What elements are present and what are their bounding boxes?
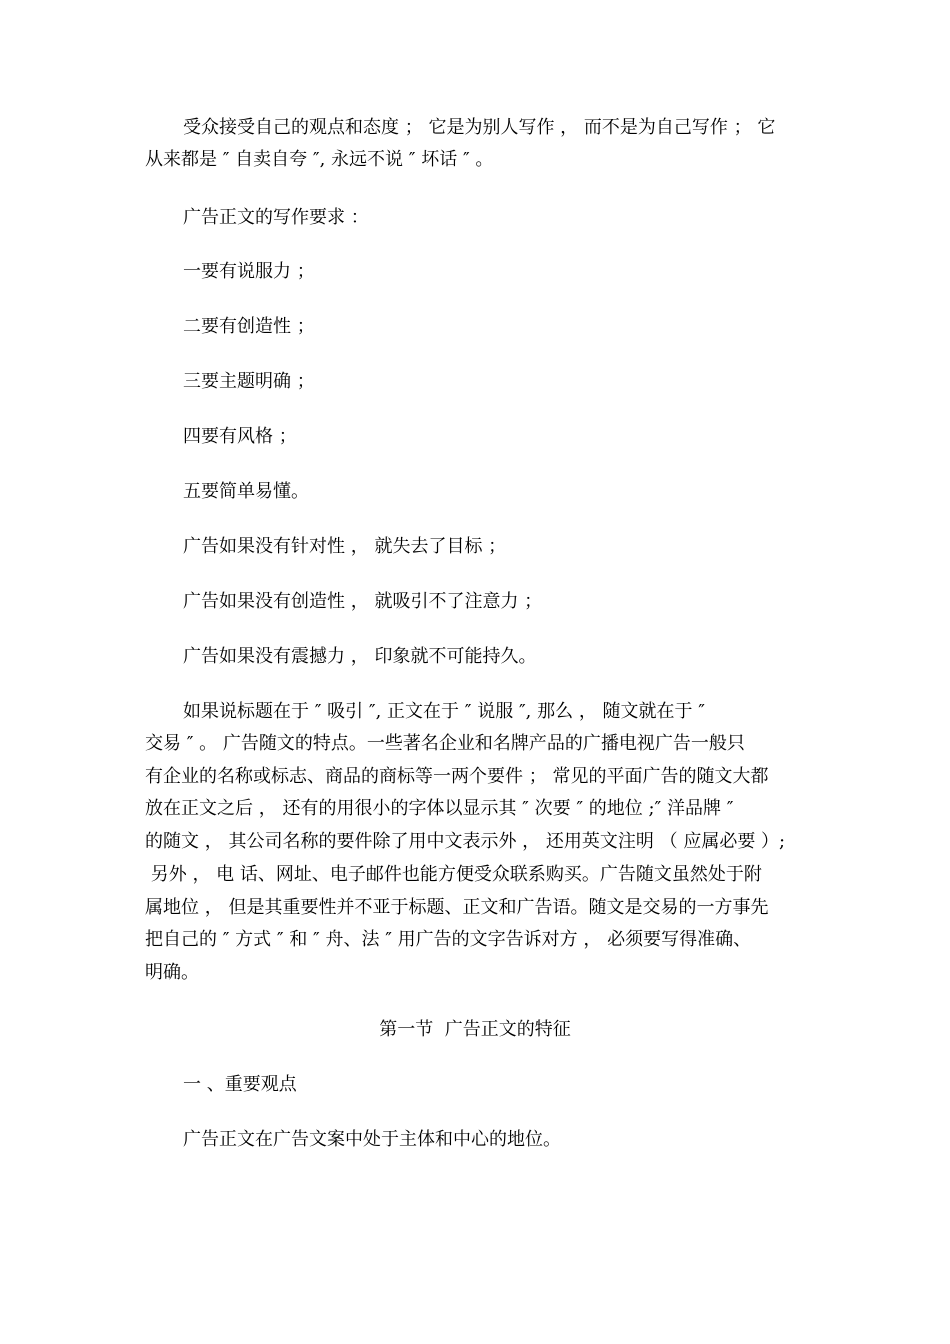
suiwen-paragraph-line-8: 把自己的 ″ 方式 ″ 和 ″ 舟、法 ″ 用广告的文字告诉对方 ， 必须要写得准确、 [145, 929, 752, 950]
suiwen-paragraph-line-4: 放在正文之后 ， 还有的用很小的字体以显示其 ″ 次要 ″ 的地位 ;″ 洋品牌 ″ [145, 798, 734, 819]
requirements-heading: 广告正文的写作要求 ： [183, 207, 369, 228]
requirement-item-4: 四要有风格 ； [183, 426, 297, 447]
suiwen-paragraph-line-7: 属地位 ， 但是其重要性并不亚于标题、正文和广告语。随文是交易的一方事先 [145, 897, 769, 918]
section-title: 第一节 广告正文的特征 [379, 1019, 571, 1040]
consequence-item-2: 广告如果没有创造性 ， 就吸引不了注意力 ； [183, 591, 543, 612]
suiwen-paragraph-line-2: 交易 ″ 。 广告随文的特点。一些著名企业和名牌产品的广播电视广告一般只 [145, 733, 745, 754]
closing-paragraph: 广告正文在广告文案中处于主体和中心的地位。 [183, 1129, 561, 1150]
consequence-item-3: 广告如果没有震撼力 ， 印象就不可能持久。 [183, 646, 537, 667]
suiwen-paragraph-line-6: 另外 ， 电 话、网址、电子邮件也能方便受众联系购买。广告随文虽然处于附 [145, 864, 762, 885]
suiwen-paragraph-line-9: 明确。 [145, 962, 199, 983]
suiwen-paragraph-line-1: 如果说标题在于 ″ 吸引 ″, 正文在于 ″ 说服 ″, 那么 ， 随文就在于 ″ [183, 701, 705, 722]
consequence-item-1: 广告如果没有针对性 ， 就失去了目标 ； [183, 536, 507, 557]
suiwen-paragraph-line-5: 的随文 ， 其公司名称的要件除了用中文表示外 ， 还用英文注明 （ 应属必要 ）; [145, 831, 786, 852]
requirement-item-5: 五要简单易懂。 [183, 481, 309, 502]
requirement-item-1: 一要有说服力 ； [183, 261, 315, 282]
requirement-item-2: 二要有创造性 ； [183, 316, 315, 337]
subsection-title: 一 、重要观点 [183, 1074, 297, 1095]
requirement-item-3: 三要主题明确 ； [183, 371, 315, 392]
intro-paragraph-line-2: 从来都是 ″ 自卖自夸 ″, 永远不说 ″ 坏话 ″ 。 [145, 149, 494, 170]
suiwen-paragraph-line-3: 有企业的名称或标志、商品的商标等一两个要件 ； 常见的平面广告的随文大都 [145, 766, 769, 787]
intro-paragraph-line-1: 受众接受自己的观点和态度 ； 它是为别人写作 ， 而不是为自己写作 ； 它 [183, 117, 776, 138]
